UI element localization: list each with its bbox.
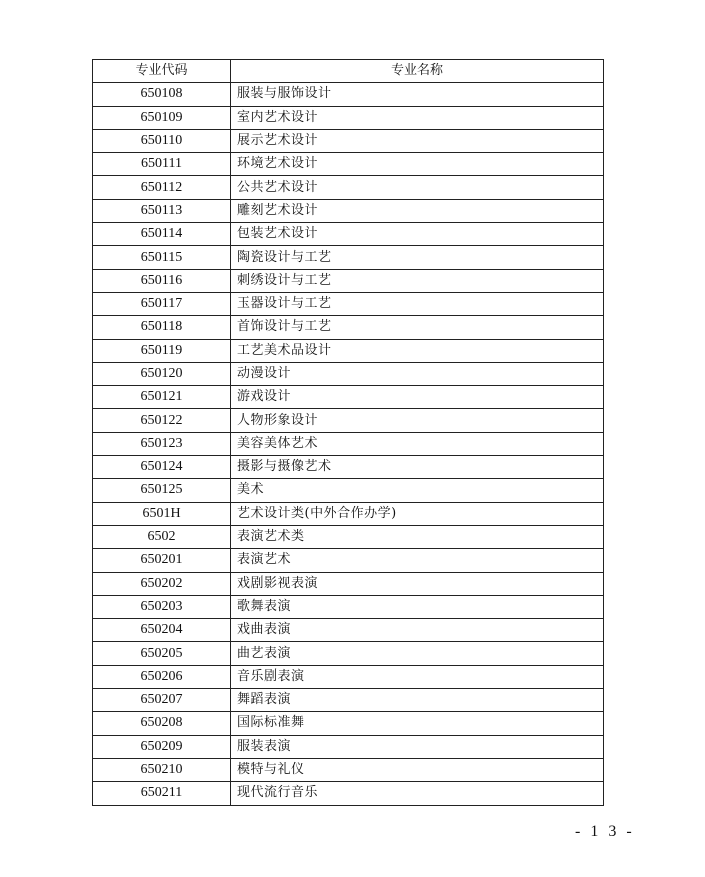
table-row xyxy=(93,549,604,572)
table-row xyxy=(93,223,604,246)
major-code-cell: 650206 xyxy=(93,665,231,688)
major-name-cell: 工艺美术品设计 xyxy=(231,339,604,362)
table-row xyxy=(93,572,604,595)
major-code-cell: 650120 xyxy=(93,362,231,385)
table-row xyxy=(93,199,604,222)
major-code-cell: 650116 xyxy=(93,269,231,292)
major-name-cell: 包装艺术设计 xyxy=(231,223,604,246)
major-name-cell: 摄影与摄像艺术 xyxy=(231,456,604,479)
major-code-cell: 650202 xyxy=(93,572,231,595)
table-row xyxy=(93,595,604,618)
major-code-cell: 650115 xyxy=(93,246,231,269)
major-code-cell: 650113 xyxy=(93,199,231,222)
table-row xyxy=(93,409,604,432)
major-name-cell: 陶瓷设计与工艺 xyxy=(231,246,604,269)
major-name-cell: 曲艺表演 xyxy=(231,642,604,665)
major-name-cell: 戏曲表演 xyxy=(231,619,604,642)
table-row xyxy=(93,386,604,409)
major-name-cell: 艺术设计类(中外合作办学) xyxy=(231,502,604,525)
table-body xyxy=(93,83,604,805)
table-row xyxy=(93,689,604,712)
major-code-cell: 650121 xyxy=(93,386,231,409)
header-major-name: 专业名称 xyxy=(231,60,604,83)
major-code-cell: 650111 xyxy=(93,153,231,176)
major-code-cell: 650119 xyxy=(93,339,231,362)
table-row xyxy=(93,153,604,176)
major-name-cell: 模特与礼仪 xyxy=(231,758,604,781)
major-code-cell: 650109 xyxy=(93,106,231,129)
major-name-cell: 刺绣设计与工艺 xyxy=(231,269,604,292)
table-row xyxy=(93,362,604,385)
major-name-cell: 表演艺术 xyxy=(231,549,604,572)
table-row xyxy=(93,665,604,688)
major-name-cell: 动漫设计 xyxy=(231,362,604,385)
major-code-cell: 650209 xyxy=(93,735,231,758)
major-table xyxy=(92,59,604,806)
major-name-cell: 室内艺术设计 xyxy=(231,106,604,129)
major-code-cell: 650201 xyxy=(93,549,231,572)
table-row xyxy=(93,176,604,199)
major-name-cell: 雕刻艺术设计 xyxy=(231,199,604,222)
table-row xyxy=(93,106,604,129)
major-code-cell: 650117 xyxy=(93,292,231,315)
table-row xyxy=(93,339,604,362)
major-code-cell: 650208 xyxy=(93,712,231,735)
major-name-cell: 美容美体艺术 xyxy=(231,432,604,455)
table-row xyxy=(93,246,604,269)
table-row xyxy=(93,269,604,292)
major-code-cell: 650204 xyxy=(93,619,231,642)
header-major-code: 专业代码 xyxy=(93,60,231,83)
table-row xyxy=(93,782,604,805)
table-row xyxy=(93,432,604,455)
major-code-cell: 650108 xyxy=(93,83,231,106)
major-name-cell: 国际标准舞 xyxy=(231,712,604,735)
major-name-cell: 环境艺术设计 xyxy=(231,153,604,176)
table-row xyxy=(93,129,604,152)
major-name-cell: 戏剧影视表演 xyxy=(231,572,604,595)
major-name-cell: 首饰设计与工艺 xyxy=(231,316,604,339)
major-code-cell: 650124 xyxy=(93,456,231,479)
table-row xyxy=(93,502,604,525)
major-code-cell: 650118 xyxy=(93,316,231,339)
table-row xyxy=(93,619,604,642)
major-name-cell: 表演艺术类 xyxy=(231,525,604,548)
major-code-cell: 650210 xyxy=(93,758,231,781)
table-row xyxy=(93,316,604,339)
major-code-cell: 6501H xyxy=(93,502,231,525)
major-name-cell: 人物形象设计 xyxy=(231,409,604,432)
table-header-row xyxy=(93,60,604,83)
major-code-cell: 650125 xyxy=(93,479,231,502)
major-code-cell: 6502 xyxy=(93,525,231,548)
table-row xyxy=(93,479,604,502)
table-row xyxy=(93,83,604,106)
major-name-cell: 舞蹈表演 xyxy=(231,689,604,712)
major-code-cell: 650203 xyxy=(93,595,231,618)
major-code-cell: 650207 xyxy=(93,689,231,712)
major-name-cell: 音乐剧表演 xyxy=(231,665,604,688)
major-name-cell: 歌舞表演 xyxy=(231,595,604,618)
table-row xyxy=(93,292,604,315)
major-name-cell: 美术 xyxy=(231,479,604,502)
major-code-cell: 650205 xyxy=(93,642,231,665)
major-name-cell: 服装表演 xyxy=(231,735,604,758)
major-code-cell: 650114 xyxy=(93,223,231,246)
major-code-cell: 650211 xyxy=(93,782,231,805)
major-name-cell: 现代流行音乐 xyxy=(231,782,604,805)
major-code-cell: 650110 xyxy=(93,129,231,152)
major-name-cell: 游戏设计 xyxy=(231,386,604,409)
major-code-cell: 650122 xyxy=(93,409,231,432)
major-code-cell: 650112 xyxy=(93,176,231,199)
page-number: - 1 3 - xyxy=(575,823,635,840)
major-code-cell: 650123 xyxy=(93,432,231,455)
major-name-cell: 公共艺术设计 xyxy=(231,176,604,199)
table-row xyxy=(93,456,604,479)
major-name-cell: 展示艺术设计 xyxy=(231,129,604,152)
table-row xyxy=(93,758,604,781)
table-row xyxy=(93,642,604,665)
major-name-cell: 服装与服饰设计 xyxy=(231,83,604,106)
table-row xyxy=(93,735,604,758)
table-row xyxy=(93,525,604,548)
table-row xyxy=(93,712,604,735)
major-name-cell: 玉器设计与工艺 xyxy=(231,292,604,315)
